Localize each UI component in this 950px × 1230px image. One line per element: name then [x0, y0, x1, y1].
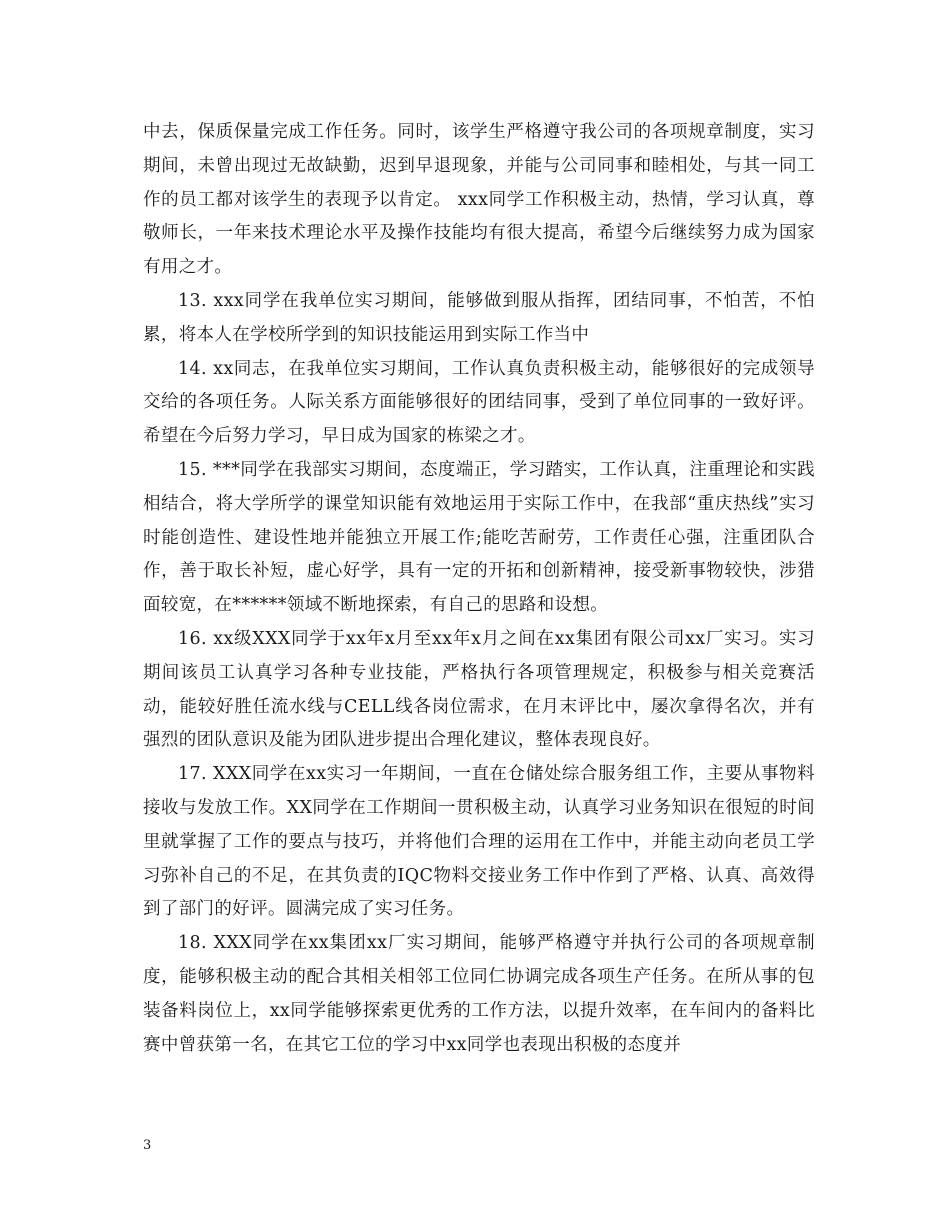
page-number: 3	[143, 1138, 152, 1153]
paragraph-item-13: 13. xxx同学在我单位实习期间，能够做到服从指挥，团结同事，不怕苦，不怕累，将本人在学校所学到的知识技能运用到实际工作当中	[143, 290, 815, 345]
paragraph-item-18: 18. XXX同学在xx集团xx厂实习期间，能够严格遵守并执行公司的各项规章制度，能够积极主动的配合其相关相邻工位同仁协调完成各项生产任务。在所从事的包装备料岗位上，xx同学能够探索更优秀的工作方法，以提升效率，在车间内的备料比赛中曾获第一名，在其它工位的学习中xx同学也表现出积极的态度并	[143, 933, 815, 1055]
document-body	[143, 116, 815, 1062]
paragraph-item-15: 15. ***同学在我部实习期间，态度端正，学习踏实，工作认真，注重理论和实践相结合，将大学所学的课堂知识能有效地运用于实际工作中，在我部“重庆热线”实习时能创造性、建设性地并能独立开展工作;能吃苦耐劳，工作责任心强，注重团队合作，善于取长补短，虚心好学，具有一定的开拓和创新精神，接受新事物较快，涉猎面较宽，在******领域不断地探索，有自己的思路和设想。	[143, 459, 815, 616]
paragraph-item-14: 14. xx同志，在我单位实习期间，工作认真负责积极主动，能够很好的完成领导交给的各项任务。人际关系方面能够很好的团结同事，受到了单位同事的一致好评。希望在今后努力学习，早日成为国家的栋梁之才。	[143, 358, 815, 447]
paragraph-item-16: 16. xx级XXX同学于xx年x月至xx年x月之间在xx集团有限公司xx厂实习。实习期间该员工认真学习各种专业技能，严格执行各项管理规定，积极参与相关竞赛活动，能较好胜任流水线与CELL线各岗位需求，在月末评比中，屡次拿得名次，并有强烈的团队意识及能为团队进步提出合理化建议，整体表现良好。	[143, 628, 815, 751]
paragraph-item-17: 17. XXX同学在xx实习一年期间，一直在仓储处综合服务组工作，主要从事物料接收与发放工作。XX同学在工作期间一贯积极主动，认真学习业务知识在很短的时间里就掌握了工作的要点与技巧，并将他们合理的运用在工作中，并能主动向老员工学习弥补自己的不足，在其负责的IQC物料交接业务工作中作到了严格、认真、高效得到了部门的好评。圆满完成了实习任务。	[143, 764, 815, 920]
paragraph-continuation: 中去，保质保量完成工作任务。同时，该学生严格遵守我公司的各项规章制度，实习期间，未曾出现过无故缺勤，迟到早退现象，并能与公司同事和睦相处，与其一同工作的员工都对该学生的表现予以肯定。 xxx同学工作积极主动，热情，学习认真，尊敬师长，一年来技术理论水平及操作技能均有很大提高，希望今后继续努力成为国家有用之才。	[143, 122, 815, 278]
